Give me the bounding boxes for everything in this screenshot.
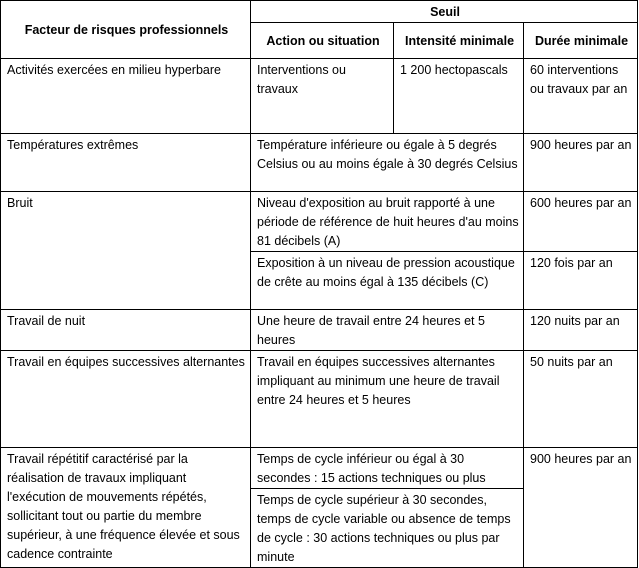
table-row bbox=[1, 351, 638, 448]
table-row bbox=[1, 448, 638, 489]
cell-facteur: Bruit bbox=[1, 192, 251, 310]
header-action: Action ou situation bbox=[251, 23, 394, 59]
cell-action: Exposition à un niveau de pression acoustique de crête au moins égal à 135 décibels (C) bbox=[251, 252, 524, 310]
cell-action: Niveau d'exposition au bruit rapporté à une période de référence de huit heures d'au moins 81 décibels (A) bbox=[251, 192, 524, 252]
table-row bbox=[1, 192, 638, 252]
cell-duree: 900 heures par an bbox=[524, 134, 638, 192]
table-row bbox=[1, 310, 638, 351]
cell-facteur: Activités exercées en milieu hyperbare bbox=[1, 59, 251, 134]
cell-action: Interventions ou travaux bbox=[251, 59, 394, 134]
cell-action: Une heure de travail entre 24 heures et 5 heures bbox=[251, 310, 524, 351]
cell-action: Température inférieure ou égale à 5 degrés Celsius ou au moins égale à 30 degrés Celsius bbox=[251, 134, 524, 192]
header-duree: Durée minimale bbox=[524, 23, 638, 59]
cell-intensite: 1 200 hectopascals bbox=[394, 59, 524, 134]
cell-duree: 120 nuits par an bbox=[524, 310, 638, 351]
cell-facteur: Travail de nuit bbox=[1, 310, 251, 351]
cell-action: Travail en équipes successives alternantes impliquant au minimum une heure de travail entre 24 heures et 5 heures bbox=[251, 351, 524, 448]
cell-facteur: Travail en équipes successives alternantes bbox=[1, 351, 251, 448]
cell-duree: 50 nuits par an bbox=[524, 351, 638, 448]
cell-duree: 900 heures par an bbox=[524, 448, 638, 568]
header-seuil: Seuil bbox=[251, 1, 638, 23]
cell-facteur: Travail répétitif caractérisé par la réalisation de travaux impliquant l'exécution de mouvements répétés, sollicitant tout ou partie du membre supérieur, à une fréquence élevée et sous cadence contrainte bbox=[1, 448, 251, 568]
cell-duree: 600 heures par an bbox=[524, 192, 638, 252]
cell-facteur: Températures extrêmes bbox=[1, 134, 251, 192]
table-row bbox=[1, 59, 638, 134]
cell-action: Temps de cycle inférieur ou égal à 30 secondes : 15 actions techniques ou plus bbox=[251, 448, 524, 489]
header-intensite: Intensité minimale bbox=[394, 23, 524, 59]
header-facteur: Facteur de risques professionnels bbox=[1, 1, 251, 59]
table-row bbox=[1, 134, 638, 192]
cell-duree: 60 interventions ou travaux par an bbox=[524, 59, 638, 134]
cell-duree: 120 fois par an bbox=[524, 252, 638, 310]
cell-action: Temps de cycle supérieur à 30 secondes, temps de cycle variable ou absence de temps de cycle : 30 actions techniques ou plus par minute bbox=[251, 489, 524, 568]
